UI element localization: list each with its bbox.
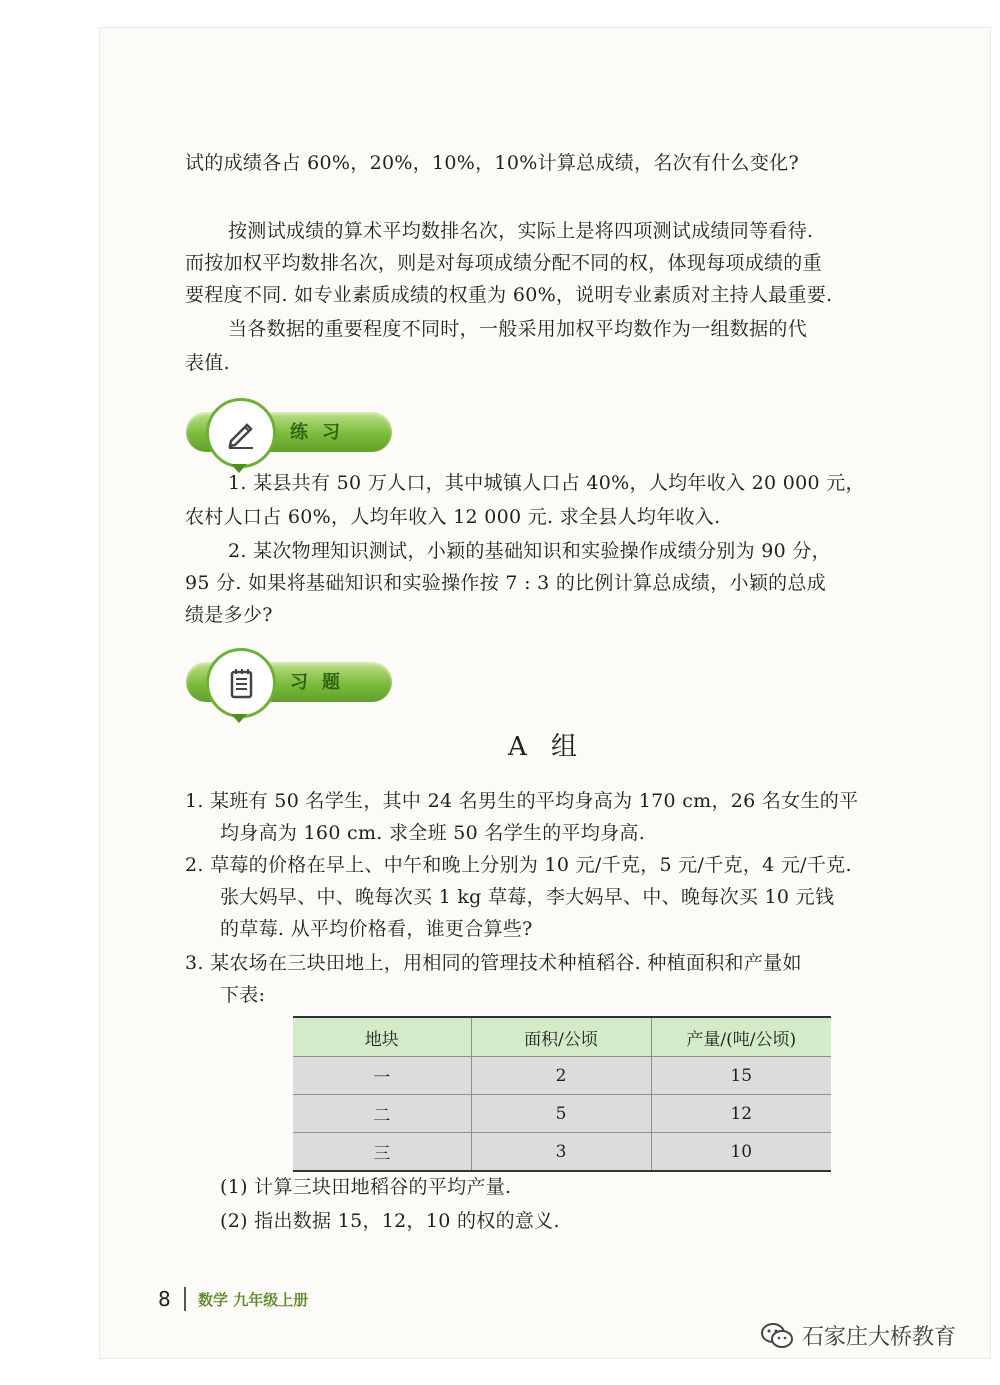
table-cell: 3 bbox=[471, 1133, 651, 1172]
sub-question: (2) 指出数据 15，12，10 的权的意义. bbox=[220, 1210, 560, 1232]
para2-line: 表值. bbox=[185, 352, 230, 374]
group-title: A 组 bbox=[508, 732, 586, 762]
exercise-p2-line: 张大妈早、中、晚每次买 1 kg 草莓，李大妈早、中、晚每次买 10 元钱 bbox=[220, 886, 835, 908]
table-cell: 二 bbox=[293, 1095, 471, 1133]
exercises-title: 习题 bbox=[290, 672, 354, 693]
table-row bbox=[293, 1095, 831, 1133]
table-cell: 10 bbox=[651, 1133, 831, 1172]
watermark-text: 石家庄大桥教育 bbox=[802, 1325, 957, 1350]
para2-line: 当各数据的重要程度不同时，一般采用加权平均数作为一组数据的代 bbox=[228, 318, 808, 340]
book-title: 数学 九年级上册 bbox=[198, 1291, 309, 1309]
practice-title: 练习 bbox=[290, 422, 354, 443]
practice-banner bbox=[186, 412, 392, 452]
practice-q1-line: 农村人口占 60%，人均年收入 12 000 元. 求全县人均年收入. bbox=[185, 506, 721, 528]
wechat-icon bbox=[760, 1322, 794, 1350]
sub-question: (1) 计算三块田地稻谷的平均产量. bbox=[220, 1176, 512, 1198]
notebook-icon bbox=[206, 648, 276, 718]
table-row bbox=[293, 1057, 831, 1095]
table-cell: 5 bbox=[471, 1095, 651, 1133]
watermark bbox=[760, 1320, 956, 1351]
practice-q2-line: 绩是多少? bbox=[185, 604, 273, 626]
exercise-p1-line: 1. 某班有 50 名学生，其中 24 名男生的平均身高为 170 cm，26 名女生的平 bbox=[185, 790, 859, 812]
pencil-icon bbox=[206, 398, 276, 468]
practice-q2-line: 95 分. 如果将基础知识和实验操作按 7 : 3 的比例计算总成绩，小颖的总成 bbox=[185, 572, 827, 594]
exercise-p2-line: 2. 草莓的价格在早上、中午和晚上分别为 10 元/千克，5 元/千克，4 元/千克. bbox=[185, 854, 852, 876]
practice-q2-line: 2. 某次物理知识测试，小颖的基础知识和实验操作成绩分别为 90 分， bbox=[228, 540, 831, 562]
page-number: 8 bbox=[158, 1287, 171, 1311]
exercise-p1-line: 均身高为 160 cm. 求全班 50 名学生的平均身高. bbox=[220, 822, 646, 844]
para1-line: 按测试成绩的算术平均数排名次，实际上是将四项测试成绩同等看待. bbox=[228, 220, 814, 242]
table-cell: 2 bbox=[471, 1057, 651, 1095]
exercises-banner bbox=[186, 662, 392, 702]
para1-line: 而按加权平均数排名次，则是对每项成绩分配不同的权，体现每项成绩的重 bbox=[185, 252, 822, 274]
footer-divider bbox=[184, 1287, 186, 1311]
para1-line: 要程度不同. 如专业素质成绩的权重为 60%，说明专业素质对主持人最重要. bbox=[185, 284, 833, 306]
data-table bbox=[293, 1016, 831, 1172]
table-header: 面积/公顷 bbox=[471, 1017, 651, 1057]
table-cell: 12 bbox=[651, 1095, 831, 1133]
table-cell: 一 bbox=[293, 1057, 471, 1095]
intro-line: 试的成绩各占 60%，20%，10%，10%计算总成绩，名次有什么变化? bbox=[185, 152, 799, 174]
table-header-row bbox=[293, 1017, 831, 1057]
exercise-p3-line: 下表: bbox=[220, 984, 266, 1006]
table-row bbox=[293, 1133, 831, 1172]
exercise-p3-line: 3. 某农场在三块田地上，用相同的管理技术种植稻谷. 种植面积和产量如 bbox=[185, 952, 802, 974]
table-cell: 15 bbox=[651, 1057, 831, 1095]
table-header: 产量/(吨/公顷) bbox=[651, 1017, 831, 1057]
table-header: 地块 bbox=[293, 1017, 471, 1057]
practice-q1-line: 1. 某县共有 50 万人口，其中城镇人口占 40%，人均年收入 20 000 元， bbox=[228, 472, 865, 494]
table-cell: 三 bbox=[293, 1133, 471, 1172]
exercise-p2-line: 的草莓. 从平均价格看，谁更合算些? bbox=[220, 918, 533, 940]
